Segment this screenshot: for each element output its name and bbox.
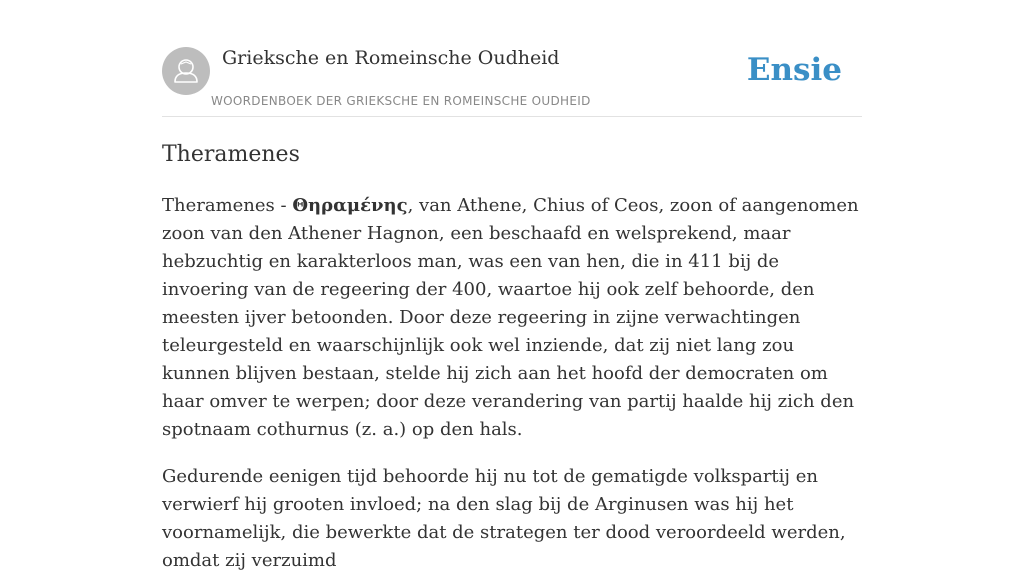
source-avatar[interactable] <box>162 47 210 95</box>
greek-term: Θηραμένης <box>292 195 408 216</box>
source-title-link[interactable]: Grieksche en Romeinsche Oudheid <box>222 47 560 69</box>
source-header <box>162 46 862 117</box>
entry-title: Theramenes <box>162 142 300 167</box>
entry-term: Theramenes - <box>162 195 293 216</box>
entry-paragraph-2: Gedurende eenigen tijd behoorde hij nu tot de gematigde volkspartij en verwierf hij grooten invloed; na den slag bij de Arginusen was hij het voornamelijk, die bewerkte dat de strategen ter dood veroordeeld werden, omdat zij verzuimd <box>162 466 846 571</box>
entry-paragraph-1 <box>162 192 862 444</box>
entry-article <box>162 138 862 575</box>
entry-paragraph-1-text: , van Athene, Chius of Ceos, zoon of aangenomen zoon van den Athener Hagnon, een beschaafd en welsprekend, maar hebzuchtig en karakterloos man, was een van hen, die in 411 bij de invoering van de regeering der 400, waartoe hij ook zelf behoorde, den meesten ijver betoonden. Door deze regeering in zijne verwachtingen teleurgesteld en waarschijnlijk ook wel inziende, dat zij niet lang zou kunnen blijven bestaan, stelde hij zich aan het hoofd der democraten om haar omver te werpen; door deze verandering van partij haalde hij zich den spotnaam cothurnus (z. a.) op den hals. <box>162 195 859 440</box>
ensie-logo-link[interactable]: Ensie <box>746 52 842 88</box>
user-placeholder-icon <box>162 47 210 95</box>
source-subtitle: WOORDENBOEK DER GRIEKSCHE EN ROMEINSCHE OUDHEID <box>211 94 591 108</box>
